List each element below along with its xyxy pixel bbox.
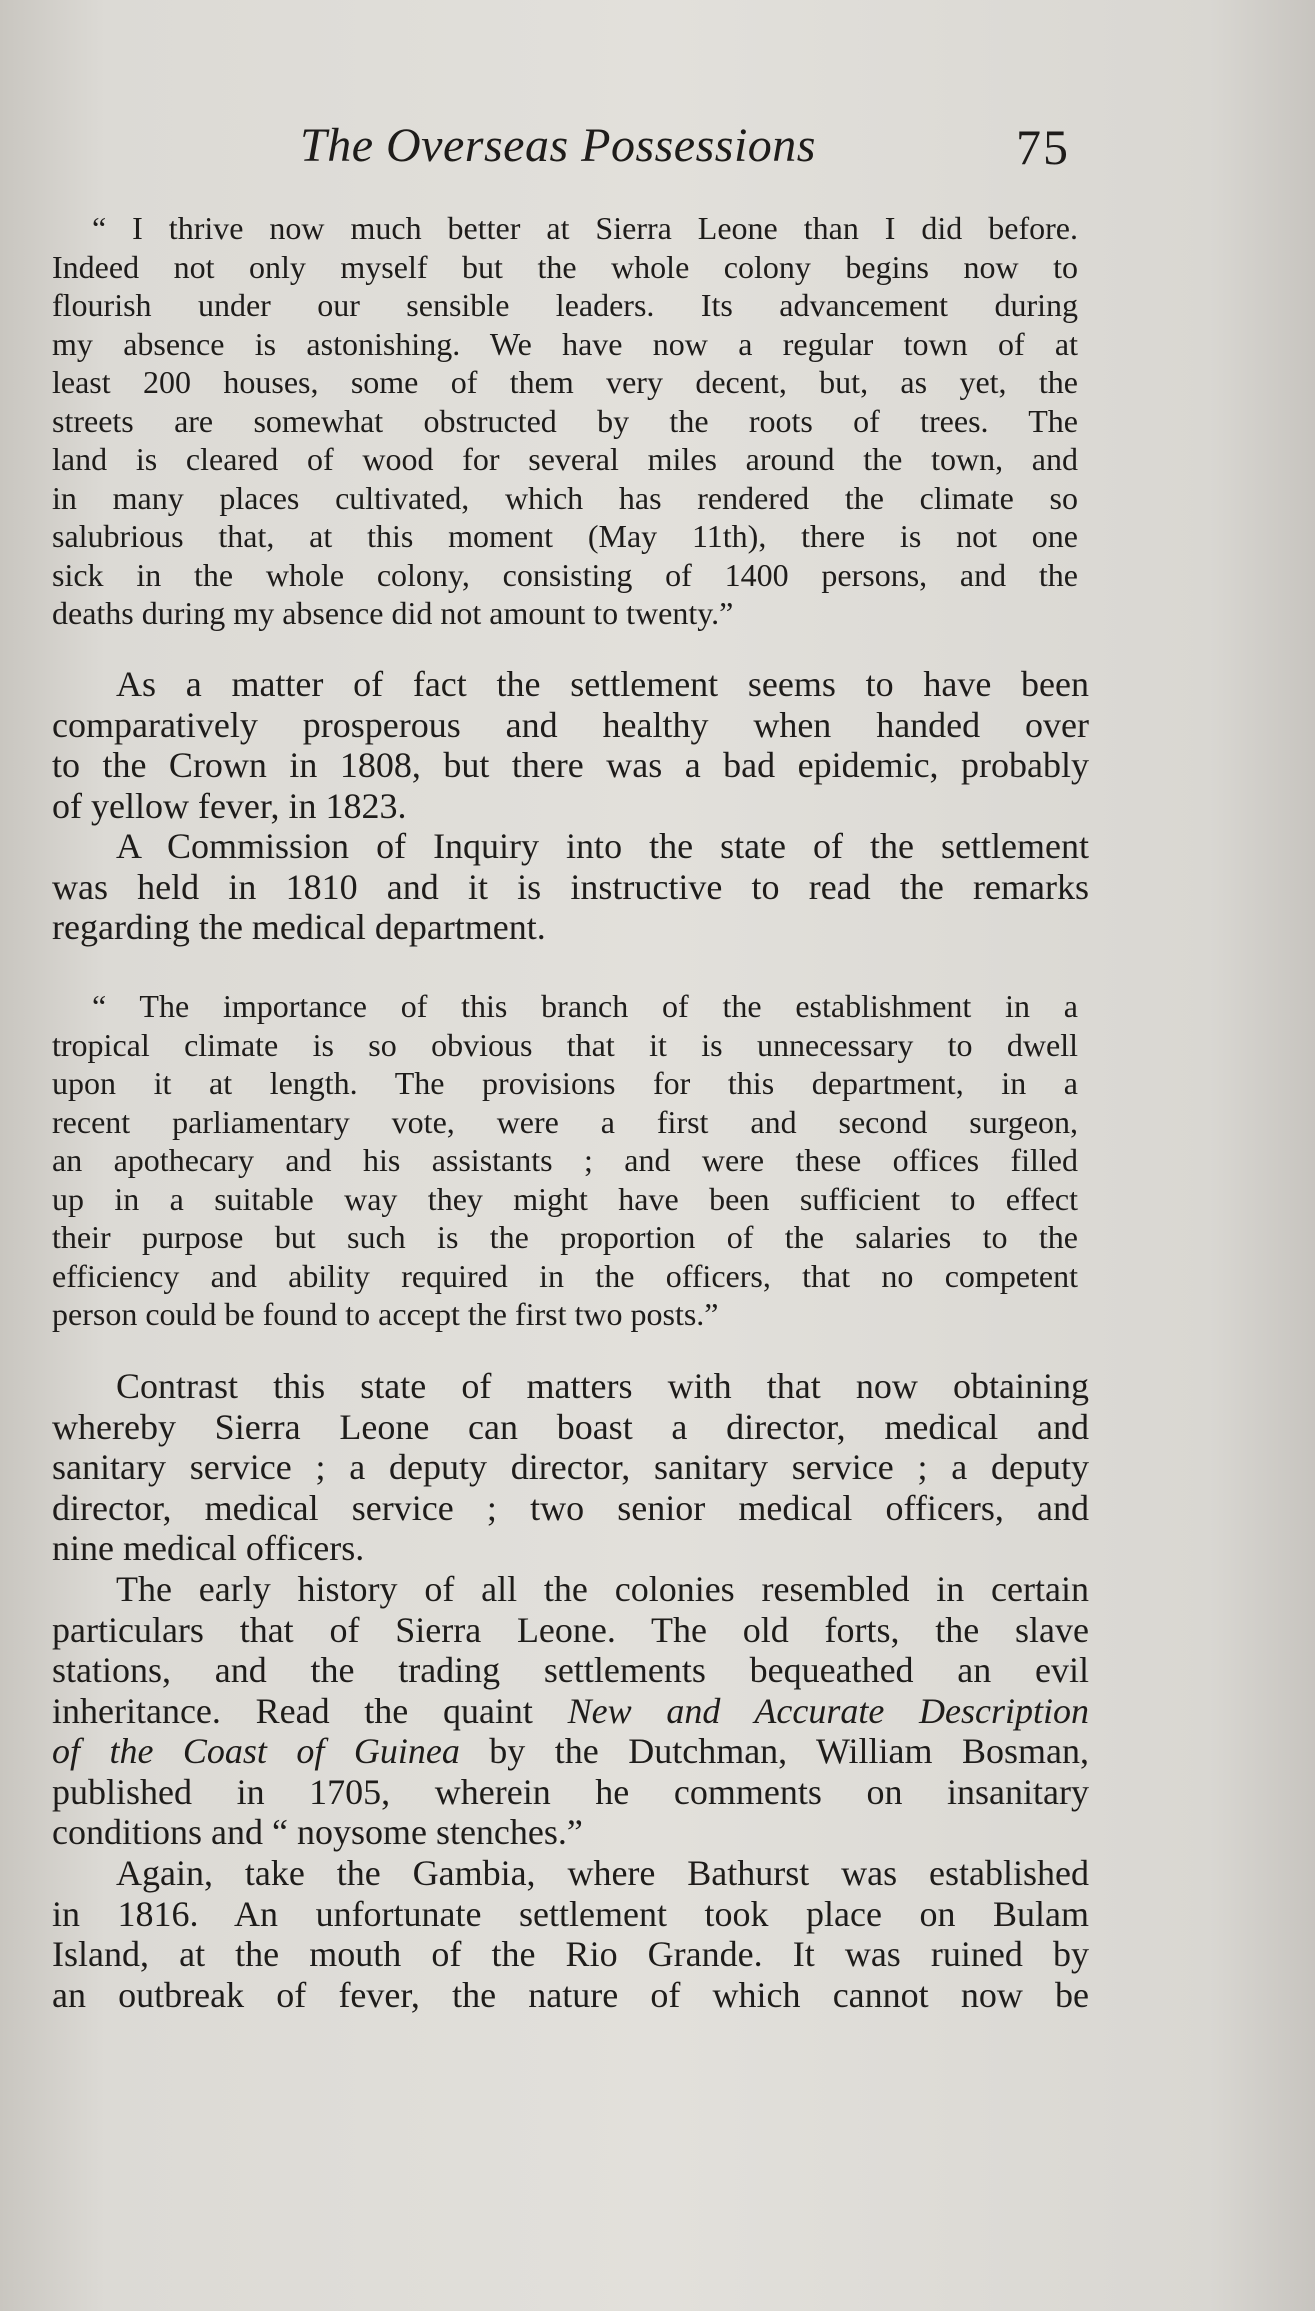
quote-line: “ I thrive now much better at Sierra Leone than I did before. (92, 210, 1078, 246)
block-quote-1 (52, 209, 1078, 633)
paragraph-line: in 1816. An unfortunate settlement took place on Bulam (52, 1893, 1089, 1934)
paragraph-line: sanitary service ; a deputy director, sanitary service ; a deputy (52, 1447, 1089, 1487)
quote-line: my absence is astonishing. We have now a regular town of at (52, 325, 1078, 362)
paragraph-line (52, 1731, 1089, 1772)
paragraph-line: A Commission of Inquiry into the state of the settlement (116, 826, 1089, 866)
paragraph-line: of yellow fever, in 1823. (52, 785, 407, 826)
quote-line: flourish under our sensible leaders. Its advancement during (52, 287, 1078, 323)
paragraph-line: comparatively prosperous and healthy when handed over (52, 704, 1089, 745)
quote-line: tropical climate is so obvious that it is unnecessary to dwell (52, 1026, 1078, 1063)
book-title-italic: of the Coast of Guinea (52, 1731, 460, 1771)
running-title: The Overseas Possessions (300, 119, 816, 172)
quote-line: person could be found to accept the first two posts.” (52, 1296, 719, 1332)
paragraph-5 (52, 1853, 1089, 2015)
quote-line: efficiency and ability required in the officers, that no competent (52, 1257, 1078, 1294)
quote-line: upon it at length. The provisions for this department, in a (52, 1065, 1078, 1101)
paragraph-line: The early history of all the colonies resembled in certain (116, 1569, 1089, 1609)
quote-line: their purpose but such is the proportion of the salaries to the (52, 1219, 1078, 1255)
paragraph-line: to the Crown in 1808, but there was a bad epidemic, probably (52, 745, 1089, 785)
block-quote-2 (52, 987, 1078, 1334)
paragraph-2 (52, 826, 1089, 948)
paragraph-1 (52, 664, 1089, 826)
quote-line: in many places cultivated, which has rendered the climate so (52, 479, 1078, 516)
paragraph-line (52, 1691, 1089, 1732)
paragraph-line: whereby Sierra Leone can boast a director, medical and (52, 1406, 1089, 1447)
quote-line: recent parliamentary vote, were a first and second surgeon, (52, 1103, 1078, 1140)
paragraph-line: As a matter of fact the settlement seems to have been (116, 664, 1089, 704)
quote-line: Indeed not only myself but the whole colony begins now to (52, 248, 1078, 285)
quote-line: land is cleared of wood for several miles around the town, and (52, 441, 1078, 477)
text-run: inheritance. Read the quaint (52, 1690, 568, 1731)
paragraph-line: was held in 1810 and it is instructive to read the remarks (52, 866, 1089, 907)
paragraph-line: particulars that of Sierra Leone. The old forts, the slave (52, 1609, 1089, 1650)
paragraph-line: nine medical officers. (52, 1528, 365, 1568)
quote-line: streets are somewhat obstructed by the roots of trees. The (52, 402, 1078, 439)
quote-line: “ The importance of this branch of the establishment in a (92, 988, 1078, 1024)
paragraph-line: regarding the medical department. (52, 907, 546, 947)
running-head (300, 118, 1080, 188)
page-number: 75 (1016, 119, 1070, 175)
quote-line: salubrious that, at this moment (May 11th), there is not one (52, 518, 1078, 554)
quote-line: deaths during my absence did not amount to twenty.” (52, 595, 734, 631)
paragraph-line: stations, and the trading settlements bequeathed an evil (52, 1650, 1089, 1690)
paragraph-line: conditions and “ noysome stenches.” (52, 1812, 583, 1852)
quote-line: sick in the whole colony, consisting of 1400 persons, and the (52, 556, 1078, 593)
paragraph-line: an outbreak of fever, the nature of which cannot now be (52, 1974, 1089, 2015)
quote-line: an apothecary and his assistants ; and were these offices filled (52, 1142, 1078, 1178)
book-title-italic: New and Accurate Description (567, 1690, 1089, 1731)
paragraph-3 (52, 1366, 1089, 1569)
text-run: by the Dutchman, William Bosman, (459, 1731, 1089, 1771)
paragraph-line: published in 1705, wherein he comments on insanitary (52, 1771, 1089, 1812)
paragraph-line: Again, take the Gambia, where Bathurst was established (116, 1853, 1089, 1893)
quote-line: least 200 houses, some of them very decent, but, as yet, the (52, 364, 1078, 400)
paragraph-line: director, medical service ; two senior medical officers, and (52, 1487, 1089, 1528)
paragraph-line: Contrast this state of matters with that now obtaining (116, 1366, 1089, 1406)
paragraph-4 (52, 1569, 1089, 1853)
paragraph-line: Island, at the mouth of the Rio Grande. It was ruined by (52, 1934, 1089, 1974)
quote-line: up in a suitable way they might have been sufficient to effect (52, 1180, 1078, 1217)
